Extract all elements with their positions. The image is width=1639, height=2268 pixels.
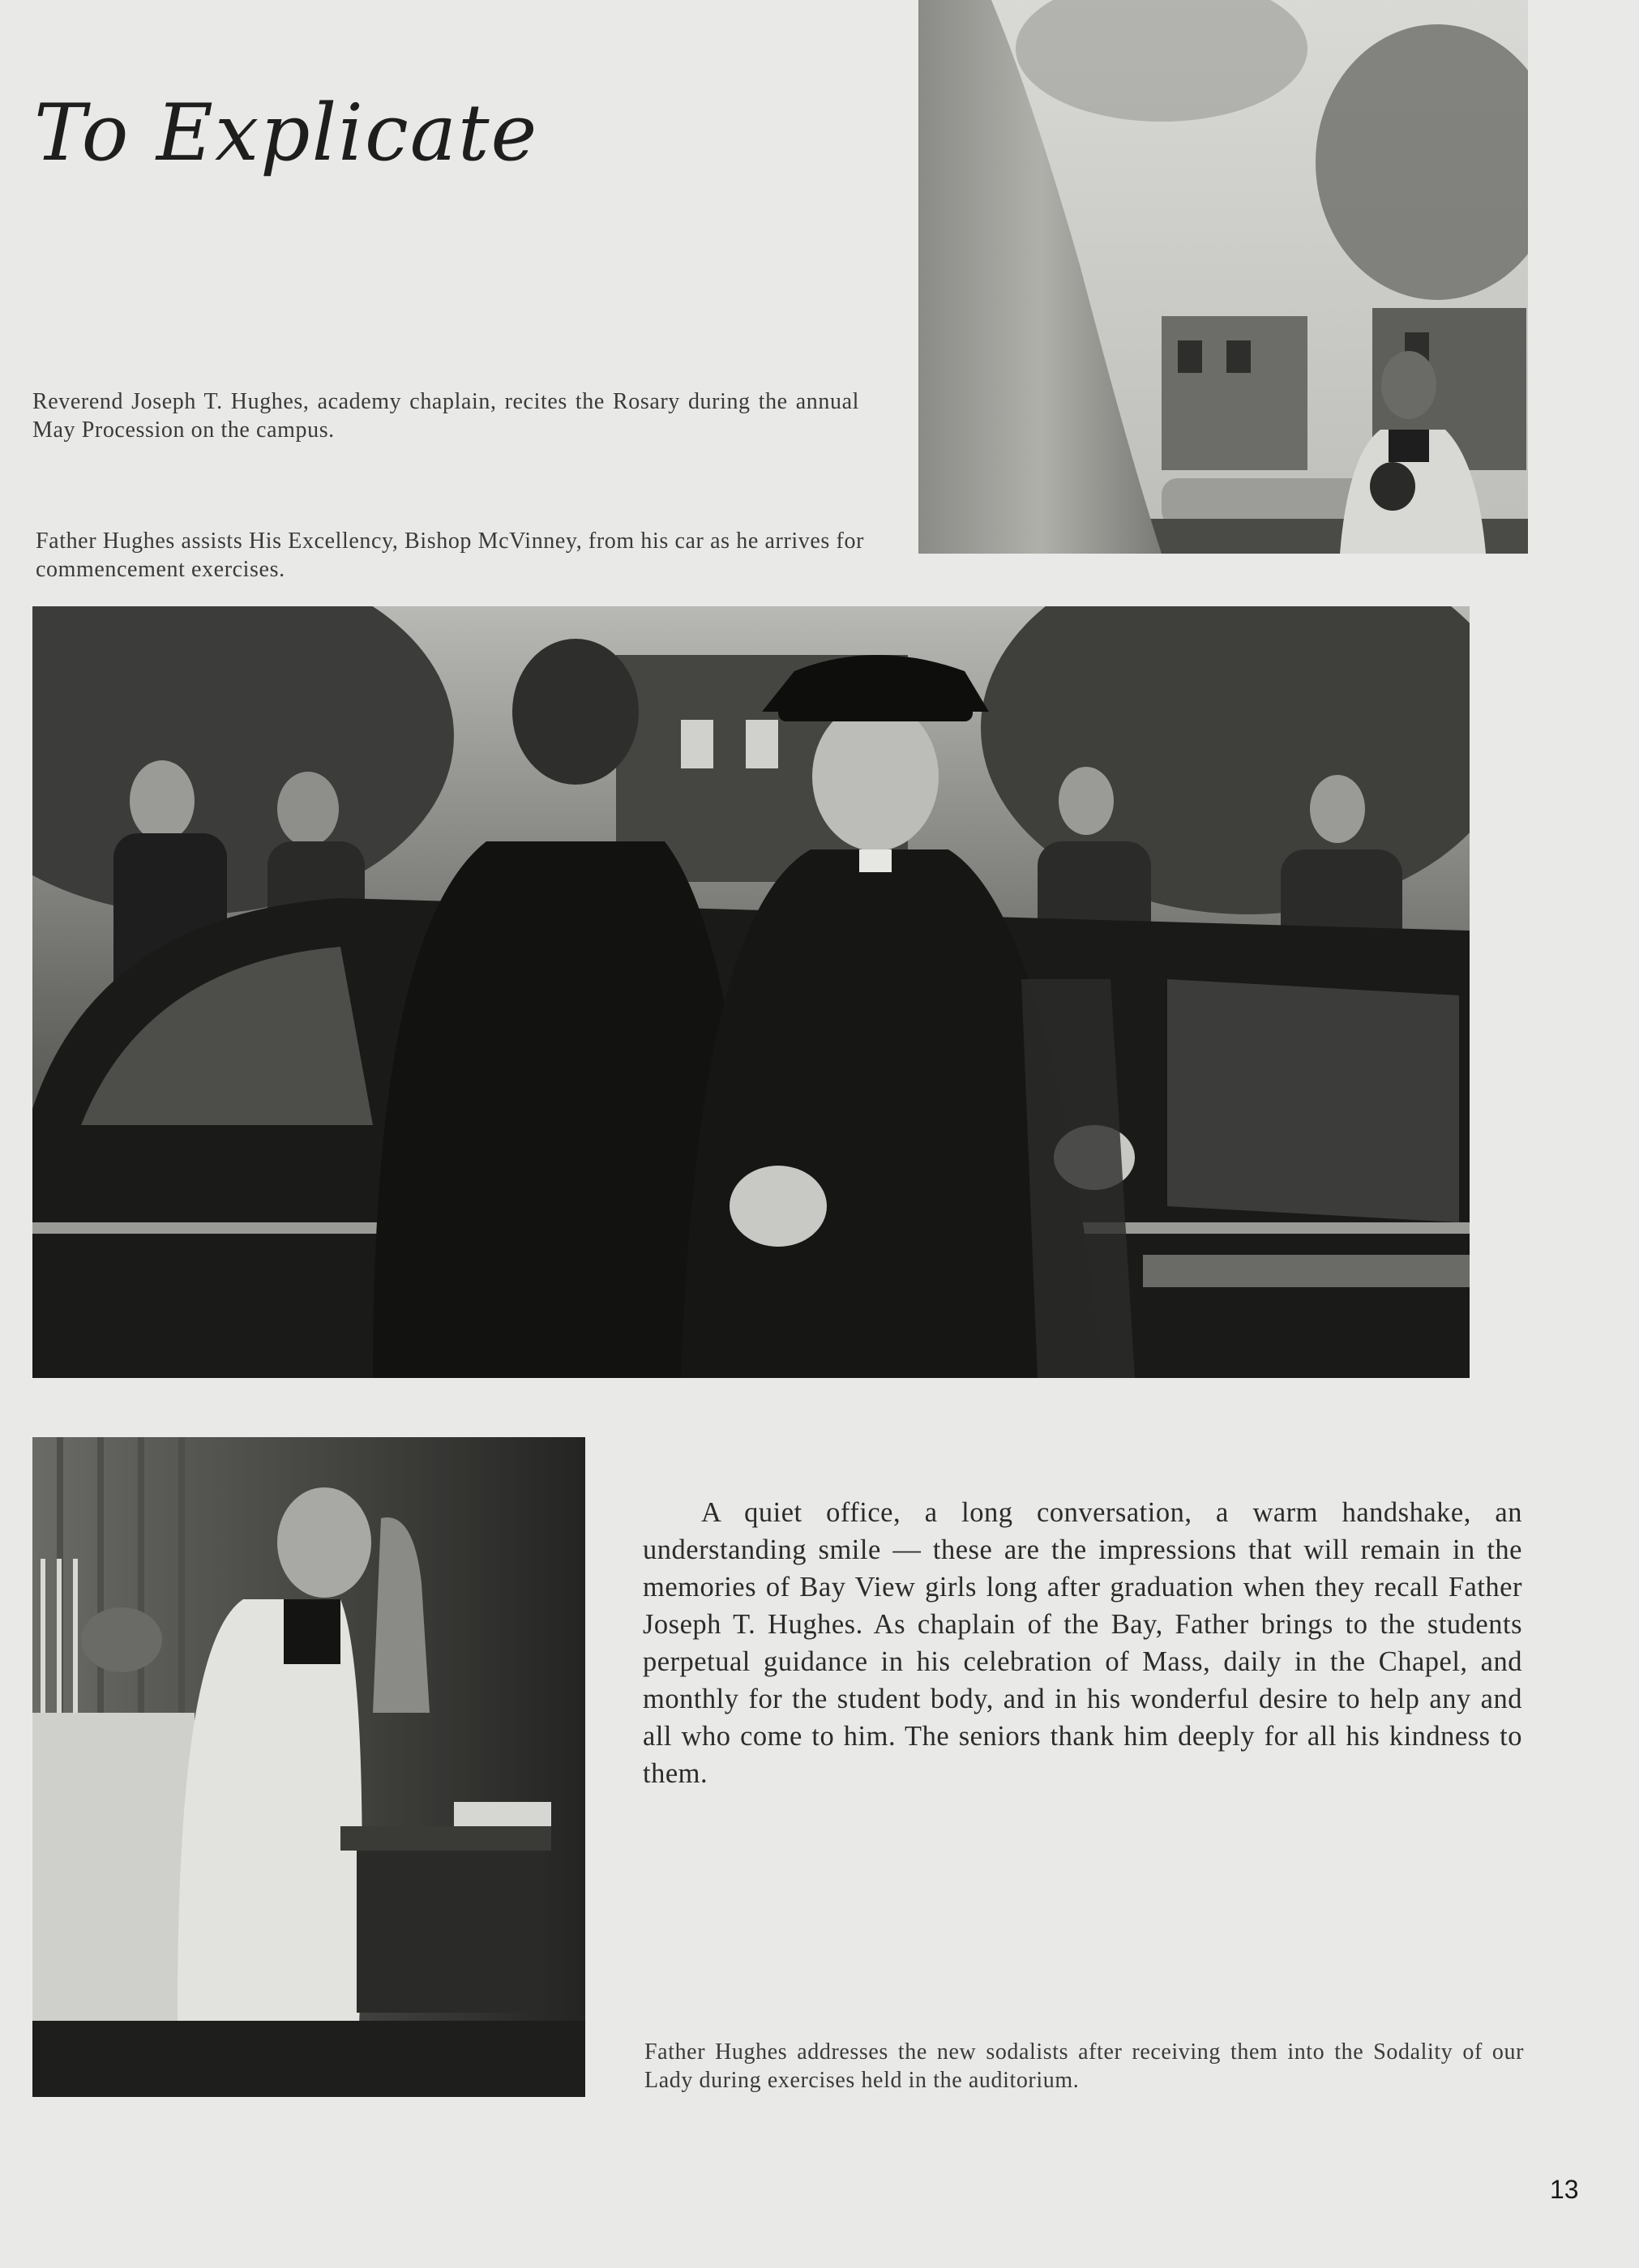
article-body — [643, 1494, 1522, 1792]
page-title: To Explicate — [34, 88, 539, 178]
photo-rosary-procession — [918, 0, 1528, 554]
photo-sodality-address — [32, 1437, 585, 2097]
caption-sodality: Father Hughes addresses the new sodalists after receiving them into the Sodality of our Lady during exercises held in the auditorium. — [644, 2039, 1524, 2093]
caption-bishop: Father Hughes assists His Excellency, Bishop McVinney, from his car as he arrives for commencement exercises. — [36, 528, 864, 582]
article-paragraph: A quiet office, a long conversation, a warm handshake, an understanding smile — these are the impressions that will remain in the memories of Bay View girls long after graduation when they recall Father Joseph T. Hughes. As chaplain of the Bay, Father brings to the students perpetual guidance in his celebration of Mass, daily in the Chapel, and monthly for the student body, and in his wonderful desire to help any and all who come to him. The seniors thank him deeply for all his kindness to them. — [643, 1497, 1522, 1789]
photo-bishop-arrival — [32, 606, 1470, 1378]
page-number: 13 — [1550, 2175, 1579, 2204]
caption-rosary: Reverend Joseph T. Hughes, academy chaplain, recites the Rosary during the annual May Procession on the campus. — [32, 389, 859, 443]
